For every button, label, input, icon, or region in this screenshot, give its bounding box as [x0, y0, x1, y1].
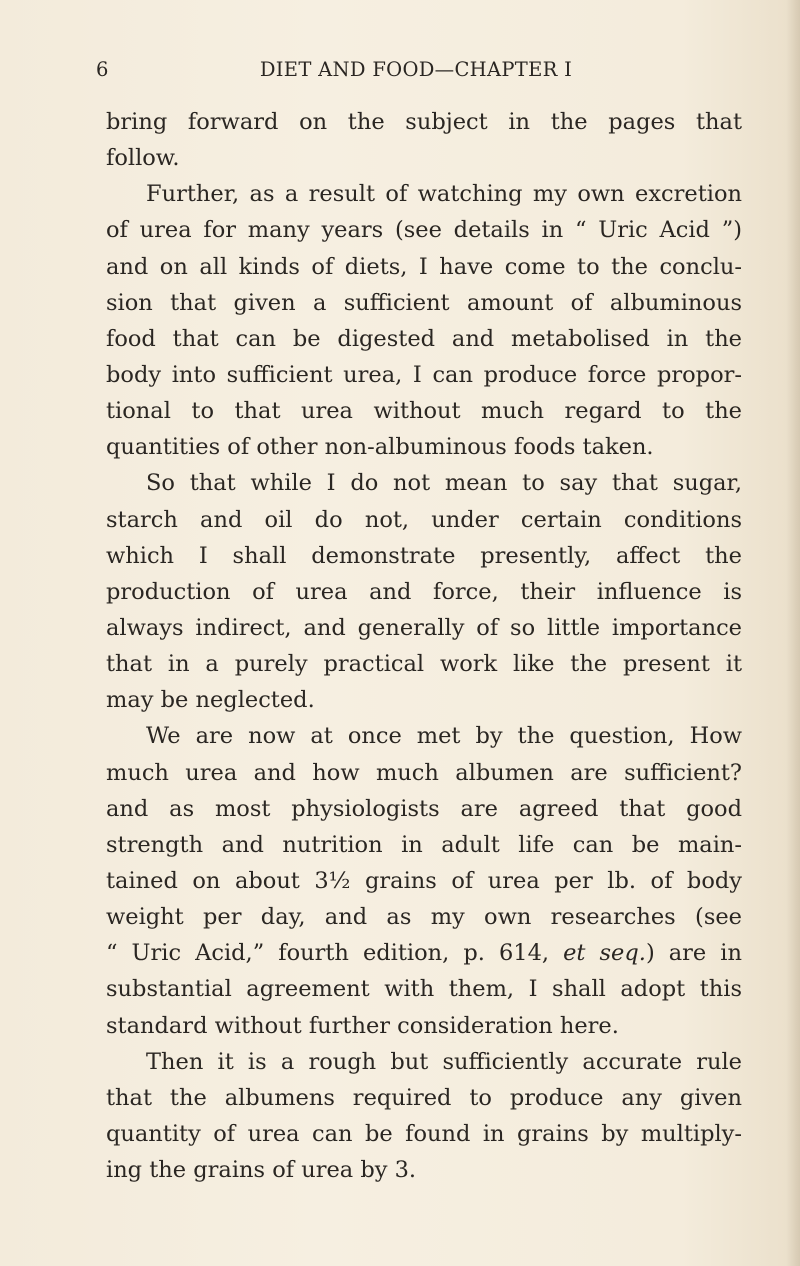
text-line: which I shall demonstrate presently, affect the — [106, 542, 742, 569]
running-title: DIET AND FOOD—CHAPTER I — [259, 58, 573, 81]
text-line: ing the grains of urea by 3. — [106, 1157, 417, 1184]
text-line: and on all kinds of diets, I have come to the conclu- — [106, 253, 742, 280]
text-line: tional to that urea without much regard to the — [106, 398, 742, 425]
text-line: bring forward on the subject in the pages that — [106, 109, 742, 135]
text-line: that the albumens required to produce any given — [106, 1084, 742, 1111]
text-line: standard without further consideration here. — [106, 1012, 619, 1039]
text-line: quantity of urea can be found in grains by multiply- — [106, 1120, 742, 1147]
page-edge-shadow — [786, 0, 800, 1266]
text-line: body into sufficient urea, I can produce force propor- — [106, 361, 742, 388]
text-line: “ Uric Acid,” fourth edition, p. 614, et seq.) are in — [106, 940, 742, 967]
text-line: much urea and how much albumen are sufficient? — [106, 759, 742, 786]
text-line: food that can be digested and metabolised in the — [106, 325, 742, 352]
paragraph-start-line: Further, as a result of watching my own excretion — [146, 181, 742, 208]
body-text — [106, 104, 742, 1188]
text-line: quantities of other non-albuminous foods taken. — [106, 434, 654, 461]
page-number: 6 — [96, 58, 109, 81]
text-line: strength and nutrition in adult life can be main- — [106, 831, 742, 858]
text-line: follow. — [106, 145, 180, 172]
text-line: starch and oil do not, under certain conditions — [106, 506, 742, 533]
text-line: tained on about 3½ grains of urea per lb. of body — [106, 867, 742, 894]
text-line: of urea for many years (see details in “ Uric Acid ”) — [106, 217, 742, 244]
paragraph-start-line: So that while I do not mean to say that sugar, — [146, 470, 742, 497]
text-line: that in a purely practical work like the present it — [106, 651, 742, 678]
text-line: may be neglected. — [106, 687, 315, 714]
page-header — [96, 58, 736, 88]
text-line: production of urea and force, their influence is — [106, 578, 742, 605]
paragraph-start-line: We are now at once met by the question, How — [146, 723, 742, 750]
text-line: sion that given a sufficient amount of albuminous — [106, 289, 742, 316]
text-line: and as most physiologists are agreed that good — [106, 795, 742, 822]
text-line: weight per day, and as my own researches (see — [106, 904, 742, 931]
italic-phrase: et seq. — [563, 940, 646, 967]
text-line: substantial agreement with them, I shall adopt this — [106, 976, 742, 1003]
text-line: always indirect, and generally of so little importance — [106, 614, 742, 641]
paragraph-start-line: Then it is a rough but sufficiently accurate rule — [146, 1048, 742, 1075]
